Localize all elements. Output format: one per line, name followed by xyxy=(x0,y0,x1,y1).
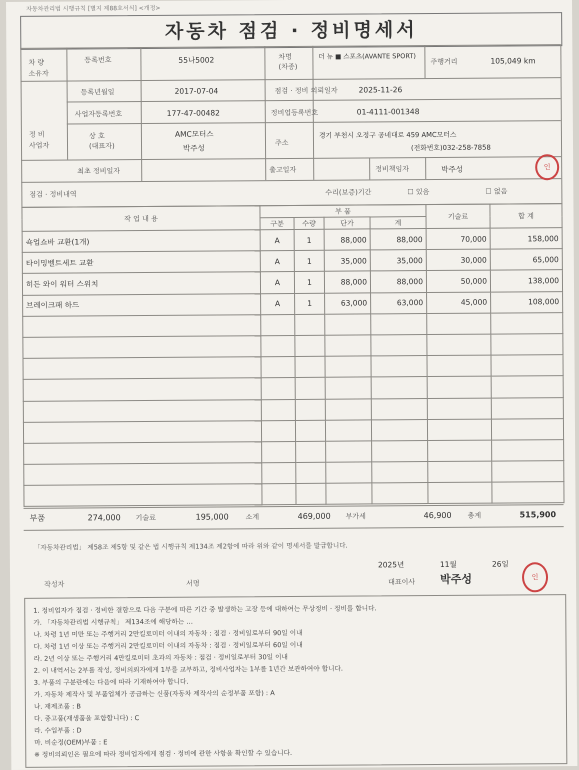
representative: 박주성 xyxy=(183,143,205,153)
cell-qty xyxy=(295,378,325,399)
cell-unit xyxy=(325,314,371,336)
cell-work: 타이밍벨트세트 교환 xyxy=(22,251,260,274)
cell-work xyxy=(24,442,262,465)
cell-unit: 35,000 xyxy=(324,250,370,272)
cell-amount xyxy=(372,440,428,462)
cell-amount: 88,000 xyxy=(370,271,426,293)
cell-type xyxy=(261,399,295,420)
biz-reg: 177-47-00482 xyxy=(166,108,220,118)
cell-amount xyxy=(371,334,427,356)
cell-amount xyxy=(372,483,428,505)
cell-unit xyxy=(325,398,371,420)
document-title: 자동차 점검 · 정비명세서 xyxy=(20,12,562,50)
cell-type: A xyxy=(260,229,294,250)
cell-qty xyxy=(296,441,326,462)
reg-no: 55나5002 xyxy=(178,55,215,65)
sum-total-label: 총계 xyxy=(467,511,482,520)
cell-labor: 50,000 xyxy=(426,270,490,292)
col-labor: 기술료 xyxy=(426,204,490,228)
note-line: 가. 자동차 제작사 및 부품업체가 공급하는 신품(자동차 제작사의 순정부품 포함) : A xyxy=(33,689,275,699)
cell-total xyxy=(492,482,564,504)
cell-total xyxy=(491,355,563,377)
form-reference: 자동차관리법 시행규칙 [별지 제88호서식] <개정> xyxy=(26,4,161,13)
sum-parts: 274,000 xyxy=(87,513,121,523)
cell-total xyxy=(491,418,563,440)
cell-labor xyxy=(427,334,491,356)
cell-total: 108,000 xyxy=(491,291,563,313)
address: 경기 부천시 오정구 공네대로 459 AMC모터스 xyxy=(318,130,457,140)
first-service-label: 최초 정비일자 xyxy=(77,167,121,176)
note-line: 다. 중고품(재생품을 포함합니다) : C xyxy=(33,714,140,723)
grid-line xyxy=(560,44,562,203)
cell-amount xyxy=(372,462,428,484)
grid-line xyxy=(20,48,22,207)
cell-type xyxy=(261,335,295,356)
sign-label: 서명 xyxy=(186,579,200,588)
notes-box xyxy=(24,594,567,768)
cell-qty xyxy=(296,484,326,505)
cell-amount: 63,000 xyxy=(371,292,427,314)
cell-qty xyxy=(295,314,325,335)
issuer-label: 대표이사 xyxy=(388,578,416,587)
cell-total xyxy=(491,397,563,419)
cell-qty xyxy=(295,399,325,420)
warranty-no: ☐ 없음 xyxy=(485,187,508,196)
cell-qty xyxy=(296,462,326,483)
cell-qty: 1 xyxy=(294,272,324,293)
service-date: 2025-11-26 xyxy=(358,85,403,95)
cell-total xyxy=(491,376,563,398)
cell-type xyxy=(261,378,295,399)
biz-reg-label: 사업자등록번호 xyxy=(74,110,123,119)
cell-qty xyxy=(295,356,325,377)
col-unit: 단가 xyxy=(324,217,370,229)
cell-amount xyxy=(371,398,427,420)
cell-qty xyxy=(295,335,325,356)
sum-subtotal-label: 소계 xyxy=(245,513,260,522)
note-line: 나. 재제조품 : B xyxy=(33,702,81,711)
cell-unit: 88,000 xyxy=(324,271,370,293)
col-parts: 부 품 xyxy=(260,205,426,218)
cell-labor xyxy=(427,398,491,420)
cell-labor xyxy=(427,376,491,398)
sum-total: 515,900 xyxy=(519,510,557,520)
cell-total: 158,000 xyxy=(490,228,562,250)
service-cert-label: 정비업등록번호 xyxy=(270,108,319,118)
cell-work: 브레이크패 하드 xyxy=(23,293,261,316)
cell-type xyxy=(262,441,296,462)
cell-amount xyxy=(371,377,427,399)
cell-qty: 1 xyxy=(295,293,325,314)
company-label: 상 호 (대표자) xyxy=(88,132,115,151)
grid-line xyxy=(369,157,370,179)
cell-total xyxy=(492,461,564,483)
note-line: 다. 차령 1년 이상 또는 주행거리 2만킬로미터 이내의 자동차 : 점검 · 정비일로부터 60일 이내 xyxy=(33,640,303,651)
model-label: 차명 (차종) xyxy=(278,52,298,72)
mileage: 105,049 km xyxy=(490,56,536,66)
cell-labor: 45,000 xyxy=(427,292,491,314)
legal-statement: 「자동차관리법」 제58조 제5항 및 같은 법 시행규칙 제134조 제2항에 따라 위와 같이 명세서를 발급합니다. xyxy=(33,541,348,552)
cell-total xyxy=(492,439,564,461)
table-row xyxy=(24,482,564,507)
address-label: 주소 xyxy=(274,139,289,148)
grid-line xyxy=(425,157,426,179)
release-label: 출고일자 xyxy=(269,165,297,175)
issue-year: 2025년 xyxy=(377,560,405,570)
sum-parts-label: 부품 xyxy=(29,513,46,523)
grid-line xyxy=(21,178,561,183)
cell-unit xyxy=(325,356,371,378)
mileage-label: 주행거리 xyxy=(430,57,458,67)
service-cert: 01-4111-001348 xyxy=(356,107,420,117)
grid-line xyxy=(21,156,561,161)
cell-labor: 30,000 xyxy=(426,249,490,271)
shop-section-label: 정 비 사업자 xyxy=(28,130,50,150)
cell-unit xyxy=(326,441,372,463)
note-line: 2. 이 내역서는 2부를 작성, 정비의뢰자에게 1부를 교부하고, 정비사업자는 1부를 1년간 보관하여야 합니다. xyxy=(33,664,343,675)
warranty-label: 수리(보증)기간 xyxy=(325,188,372,197)
issuer-name: 박주성 xyxy=(440,572,472,586)
cell-unit xyxy=(326,462,372,484)
cell-labor xyxy=(427,419,491,441)
first-reg-label: 등록년월일 xyxy=(80,88,115,97)
cell-labor xyxy=(428,461,492,483)
cell-unit xyxy=(325,335,371,357)
cell-type xyxy=(261,420,295,441)
note-line: 가. 「자동차관리법 시행규칙」 제134조에 해당하는 … xyxy=(33,617,193,627)
cell-unit: 88,000 xyxy=(324,229,370,251)
cell-labor: 70,000 xyxy=(426,228,490,250)
cell-work xyxy=(23,378,261,401)
company: AMC모터스 xyxy=(174,129,214,139)
cell-work xyxy=(24,484,262,507)
cell-work xyxy=(23,314,261,337)
cell-work xyxy=(23,336,261,359)
cell-work xyxy=(23,399,261,422)
cell-type xyxy=(261,314,295,335)
sum-vat-label: 부가세 xyxy=(345,512,366,521)
first-reg: 2017-07-04 xyxy=(174,86,219,96)
cell-type xyxy=(261,357,295,378)
note-line: 3. 부품의 구분란에는 다음에 따라 기재하여야 합니다. xyxy=(33,677,189,687)
invoice-sheet xyxy=(6,0,577,770)
service-date-label: 점검 · 정비 의뢰일자 xyxy=(274,86,338,96)
cell-type: A xyxy=(260,251,294,272)
cell-work xyxy=(23,420,261,443)
sum-labor-label: 기술료 xyxy=(135,513,156,523)
cell-labor xyxy=(427,313,491,335)
cell-labor xyxy=(428,440,492,462)
mechanic-name: 박주성 xyxy=(441,164,463,174)
cell-total: 65,000 xyxy=(490,249,562,271)
sum-subtotal: 469,000 xyxy=(297,511,331,521)
cell-unit: 63,000 xyxy=(325,293,371,315)
cell-unit xyxy=(325,377,371,399)
cell-amount: 35,000 xyxy=(370,250,426,272)
reg-no-label: 등록번호 xyxy=(84,56,112,65)
cell-qty: 1 xyxy=(294,250,324,271)
sum-labor: 195,000 xyxy=(195,512,229,522)
company-seal: 인 xyxy=(535,154,559,180)
sum-vat: 46,900 xyxy=(423,510,452,521)
cell-labor xyxy=(428,482,492,504)
cell-work: 히든 와이 워터 스위치 xyxy=(22,272,260,295)
note-line: ※ 정비의뢰인은 필요에 따라 정비업자에게 점검 · 정비에 관한 사항을 확인할 수 있습니다. xyxy=(34,748,293,759)
cell-unit xyxy=(326,483,372,505)
cell-qty xyxy=(295,420,325,441)
cell-type xyxy=(262,463,296,484)
cell-work xyxy=(23,357,261,380)
note-line: 라. 2년 이상 또는 주행거리 4만킬로미터 초과의 자동차 : 점검 · 정비일로부터 30일 이내 xyxy=(33,653,288,663)
cell-labor xyxy=(427,355,491,377)
col-amount: 계 xyxy=(370,217,426,229)
cell-amount xyxy=(371,356,427,378)
col-total: 합 계 xyxy=(490,204,562,229)
work-history-label: 점검 · 정비내역 xyxy=(29,190,77,199)
cell-type: A xyxy=(260,272,294,293)
cell-total: 138,000 xyxy=(490,270,562,292)
cell-amount xyxy=(371,313,427,335)
cell-work xyxy=(24,463,262,486)
issue-day: 26일 xyxy=(491,559,509,569)
note-line: 1. 정비업자가 점검 · 정비한 결함으로 다음 구분에 따른 기간 중 발생하는 고장 등에 대하여는 무상정비 · 정비를 합니다. xyxy=(33,604,377,615)
cell-amount: 88,000 xyxy=(370,229,426,251)
cell-amount xyxy=(371,419,427,441)
model: 더 뉴 ■ 스포츠(AVANTE SPORT) xyxy=(318,52,416,61)
col-work: 작 업 내 용 xyxy=(22,206,260,232)
col-qty: 수량 xyxy=(294,217,324,229)
writer-label: 작성자 xyxy=(44,580,65,589)
issuer-seal: 인 xyxy=(522,562,548,592)
owner-section-label: 차 량 소유자 xyxy=(28,58,49,78)
mechanic-label: 정비책임자 xyxy=(375,165,410,174)
note-line: 마. 비순정(OEM)부품 : E xyxy=(34,738,108,747)
cell-total xyxy=(491,334,563,356)
grid-line xyxy=(66,48,68,160)
cell-total xyxy=(491,312,563,334)
grid-line xyxy=(21,77,561,82)
cell-type xyxy=(262,484,296,505)
col-type: 구분 xyxy=(260,217,294,229)
cell-unit xyxy=(325,420,371,442)
issue-month: 11월 xyxy=(439,559,457,569)
cell-type: A xyxy=(261,293,295,314)
work-items-table xyxy=(21,203,564,507)
grid-line xyxy=(264,46,266,180)
phone: (전화번호)032-258-7858 xyxy=(411,143,491,153)
note-line: 나. 차령 1년 미만 또는 주행거리 2만킬로미터 이내의 자동차 : 점검 · 정비일로부터 90일 이내 xyxy=(33,628,303,639)
cell-qty: 1 xyxy=(294,229,324,250)
grid-line xyxy=(424,45,425,78)
warranty-yes: ☐ 있음 xyxy=(407,188,430,197)
cell-work: 쇽업쇼바 교환(1개) xyxy=(22,230,260,253)
grid-line xyxy=(140,47,142,181)
note-line: 라. 수입부품 : D xyxy=(34,726,82,735)
